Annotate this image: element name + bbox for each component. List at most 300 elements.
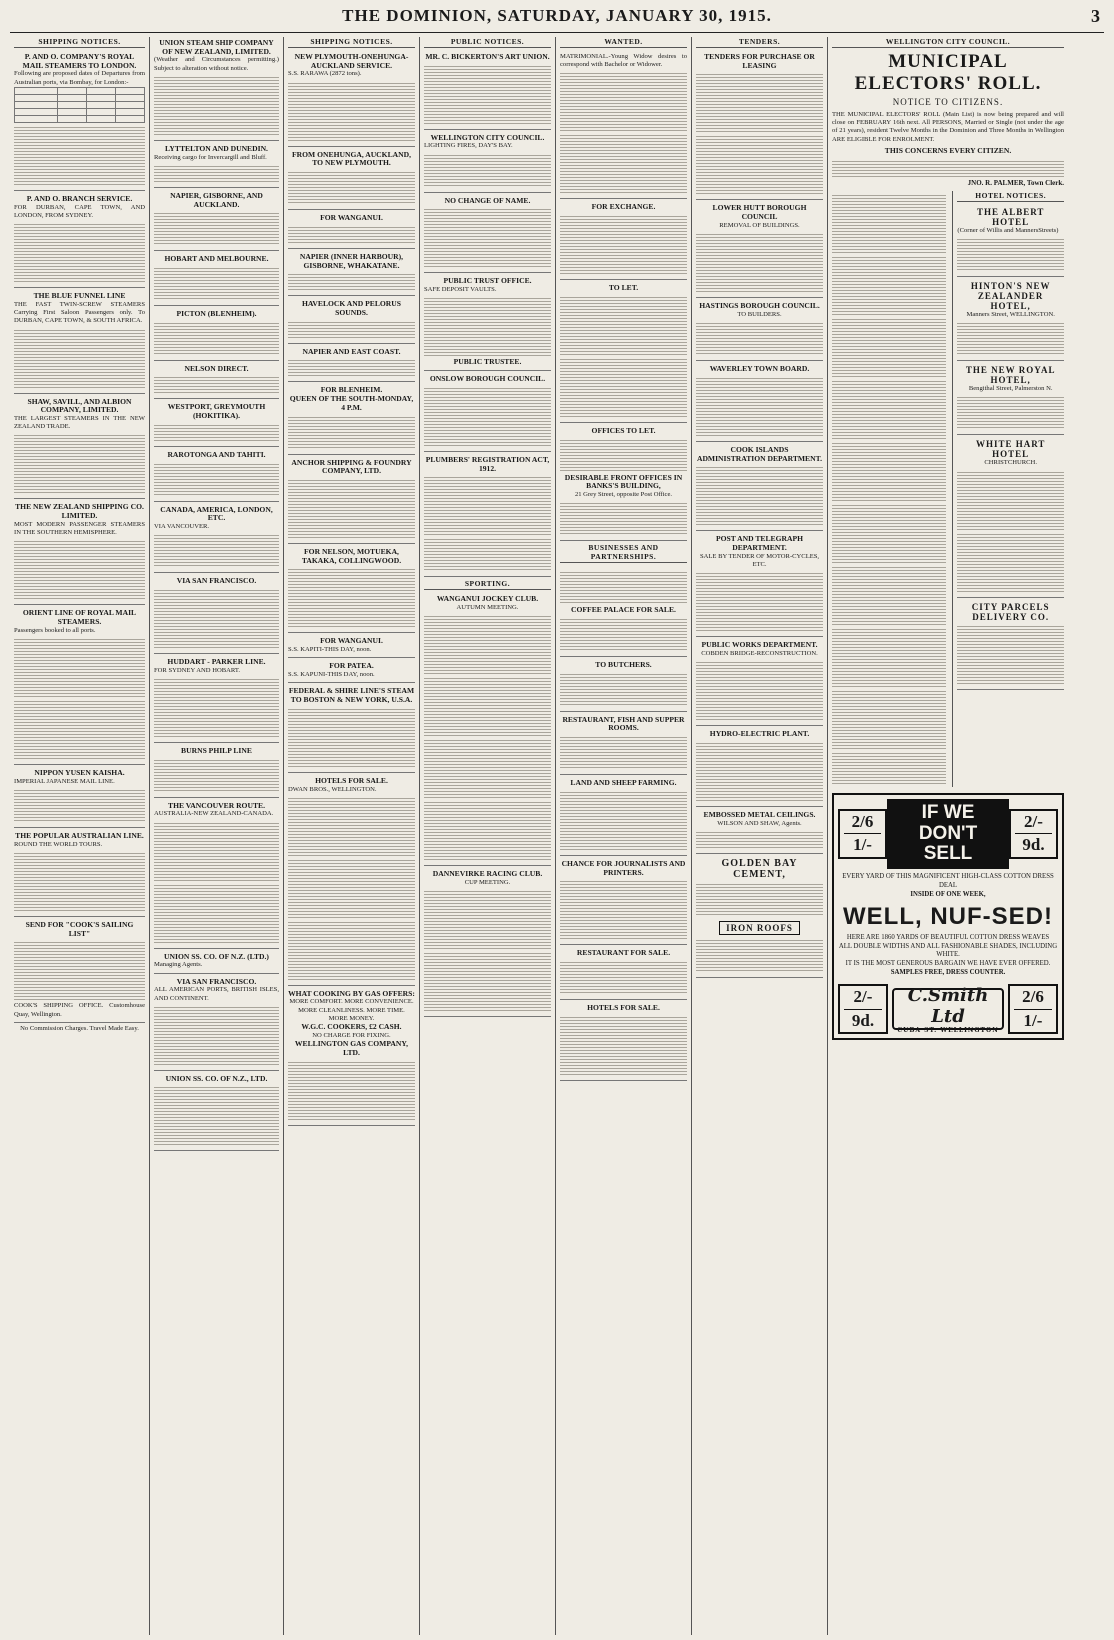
ad-anchor — [288, 457, 415, 544]
hotel-new-royal — [957, 363, 1064, 435]
ad-body: FOR SYDNEY AND HOBART. — [154, 666, 241, 674]
ad-title: ONSLOW BOROUGH COUNCIL. — [429, 374, 546, 384]
text-block — [696, 72, 823, 132]
ad-title: EMBOSSED METAL CEILINGS. — [703, 809, 816, 819]
ad-hotels-sale-2 — [560, 1002, 687, 1081]
masthead-title: THE DOMINION, SATURDAY, JANUARY 30, 1915. — [342, 6, 772, 25]
price-box-left — [838, 809, 887, 859]
ad-hydro — [696, 728, 823, 807]
ad-title: WANGANUI JOCKEY CLUB. — [436, 594, 539, 604]
council-lower — [832, 191, 1064, 787]
ad-body: MORE COMFORT. MORE CONVENIENCE. MORE CLEANLINESS. MORE TIME. MORE MONEY. — [289, 998, 414, 1022]
misc-ads — [832, 191, 946, 787]
text-block — [560, 214, 687, 274]
text-block — [560, 570, 687, 604]
ad-matrimonial — [560, 51, 687, 199]
text-block — [14, 699, 145, 759]
text-block — [832, 317, 946, 377]
ad-title: HUDDART - PARKER LINE. — [167, 657, 266, 666]
ad-waverley — [696, 363, 823, 442]
column-wanted — [556, 37, 692, 1635]
ad-title: NAPIER (INNER HARBOUR), GISBORNE, WHAKATANE. — [299, 251, 404, 270]
ad-hobart — [154, 253, 279, 306]
ad-sheep — [560, 777, 687, 856]
ad-title: RAROTONGA AND TAHITI. — [167, 449, 266, 459]
ad-title: UNION SS. CO. OF N.Z. (LTD.) — [164, 951, 269, 961]
price-box-bottom-left — [838, 984, 888, 1034]
advert-line: INSIDE OF ONE WEEK, — [910, 890, 986, 898]
text-block — [154, 321, 279, 355]
hotel-body: Manners Street, WELLINGTON. — [966, 310, 1055, 318]
ad-westport — [154, 401, 279, 446]
ad-title: MR. C. BICKERTON'S ART UNION. — [425, 52, 550, 61]
signature: JNO. R. PALMER, Town Clerk. — [967, 178, 1064, 187]
text-block — [154, 375, 279, 393]
text-block — [696, 938, 823, 972]
ad-body: COBDEN BRIDGE-RECONSTRUCTION. — [701, 649, 818, 657]
hotel-name: THE ALBERT HOTEL — [976, 206, 1045, 227]
ad-coffee — [560, 566, 687, 657]
concerns-line: THIS CONCERNS EVERY CITIZEN. — [884, 145, 1012, 155]
text-block — [288, 858, 415, 918]
ad-hastings — [696, 300, 823, 361]
text-block — [832, 255, 946, 315]
ad-wanganui — [288, 212, 415, 249]
text-block — [288, 170, 415, 204]
text-block — [154, 462, 279, 496]
ad-vancouver — [154, 800, 279, 949]
section-head: PUBLIC NOTICES. — [424, 37, 551, 48]
text-block — [832, 159, 1064, 177]
ad-title: RESTAURANT FOR SALE. — [576, 948, 671, 958]
ad-wanganui-jockey — [424, 593, 551, 866]
ad-art-union — [424, 51, 551, 130]
ad-title: CANADA, AMERICA, LONDON, ETC. — [160, 504, 273, 523]
ad-body: S.S. KAPUNI-THIS DAY, noon. — [288, 671, 375, 679]
text-block — [424, 614, 551, 674]
ad-body: THE LARGEST STEAMERS IN THE NEW ZEALAND TRADE. — [14, 414, 145, 431]
advert-line: EVERY YARD OF THIS MAGNIFICENT HIGH-CLASS COTTON DRESS DEAL — [842, 873, 1054, 890]
ad-body: NO CHARGE FOR FIXING. — [312, 1031, 391, 1039]
ad-title: LAND AND SHEEP FARMING. — [570, 778, 677, 788]
column-shipping-2 — [150, 37, 284, 1635]
text-block — [957, 237, 1064, 271]
text-block — [560, 295, 687, 355]
ad-public-works — [696, 639, 823, 726]
column-shipping-3 — [284, 37, 420, 1635]
electors-body: THE MUNICIPAL ELECTORS' ROLL (Main List) is now being prepared and will close on FEBRUARY 16th next. All PERSONS, Married or Single (not under the age of 21 years), resident Twelve Months in the Dominion and Three Months in Wellington ARE ELIGIBLE FOR ENROLMENT. — [832, 111, 1064, 143]
ad-canada — [154, 504, 279, 574]
headline-line-2: DON'T SELL — [918, 822, 978, 865]
ad-title: NIPPON YUSEN KAISHA. — [34, 768, 125, 777]
text-block — [288, 415, 415, 449]
logo-text: C.Smith Ltd — [907, 984, 989, 1027]
ad-title: LYTTELTON AND DUNEDIN. — [165, 143, 268, 153]
ad-onslow — [424, 373, 551, 452]
ad-body: (Weather and Circumstances permitting.) Subject to alteration without notice. — [154, 56, 279, 72]
ad-title: DANNEVIRKE RACING CLUB. — [432, 869, 543, 879]
ad-body: Following are proposed dates of Departures from Australian ports, via Bombay, for London:- — [14, 70, 145, 86]
ad-body: S.S. KAPITI-THIS DAY, noon. — [288, 646, 372, 654]
ad-title: VIA SAN FRANCISCO. — [176, 976, 257, 986]
hotel-albert — [957, 205, 1064, 277]
section-head: WELLINGTON CITY COUNCIL. — [832, 37, 1064, 48]
text-block — [560, 735, 687, 769]
ad-title: THE NEW ZEALAND SHIPPING CO. LIMITED. — [15, 502, 144, 521]
price-now: 9d. — [1022, 835, 1045, 855]
ad-city-council — [424, 132, 551, 193]
ad-body: SALE BY TENDER OF MOTOR-CYCLES, ETC. — [699, 552, 820, 568]
ad-body: AUTUMN MEETING. — [456, 603, 519, 611]
ad-title: ORIENT LINE OF ROYAL MAIL STEAMERS. — [22, 608, 137, 627]
ad-cement — [696, 856, 823, 978]
ad-title: GOLDEN BAY CEMENT, — [721, 857, 798, 880]
ad-title: HOTELS FOR SALE. — [587, 1003, 660, 1013]
ad-purchase-leasing — [696, 51, 823, 200]
text-block — [560, 1015, 687, 1075]
ad-body: MATRIMONIAL.-Young Widow desires to correspond with Bachelor or Widower. — [560, 53, 687, 69]
ad-title: FOR BLENHEIM. — [320, 385, 383, 395]
ad-title: OFFICES TO LET. — [591, 425, 656, 435]
text-block — [424, 386, 551, 446]
text-block — [560, 879, 687, 939]
advert-line: ALL DOUBLE WIDTHS AND ALL FASHIONABLE SHADES, INCLUDING WHITE. — [838, 942, 1058, 959]
ad-body: ALL AMERICAN PORTS, BRITISH ISLES, AND CONTINENT. — [154, 986, 279, 1002]
text-block — [14, 222, 145, 282]
ad-union-ltd — [154, 1073, 279, 1152]
ad-title: HYDRO-ELECTRIC PLANT. — [709, 729, 810, 739]
text-block — [288, 358, 415, 376]
ad-butchers — [560, 659, 687, 712]
ad-restaurant — [560, 714, 687, 775]
ad-body: MOST MODERN PASSENGER STEAMERS IN THE SOUTHERN HEMISPHERE. — [14, 520, 145, 537]
text-block — [288, 567, 415, 627]
text-block — [696, 134, 823, 194]
ad-body: WILSON AND SHAW, Agents. — [717, 819, 802, 827]
text-block — [696, 882, 823, 916]
ad-title: WELLINGTON CITY COUNCIL. — [430, 132, 545, 142]
text-block — [288, 81, 415, 141]
ad-title: HOBART AND MELBOURNE. — [164, 254, 269, 264]
text-block — [424, 153, 551, 187]
text-block — [560, 357, 687, 417]
ad-title: COFFEE PALACE FOR SALE. — [571, 605, 676, 615]
ad-body: Managing Agents. — [154, 961, 203, 969]
ad-body: TO BUILDERS. — [737, 310, 782, 318]
ad-body: Passengers booked to all ports. — [14, 626, 96, 634]
ad-patea — [288, 660, 415, 683]
section-head: TENDERS. — [696, 37, 823, 48]
ad-lyttelton — [154, 143, 279, 188]
text-block — [288, 478, 415, 538]
ad-title: CHANCE FOR JOURNALISTS AND PRINTERS. — [561, 858, 686, 877]
electors-roll-title: MUNICIPAL ELECTORS' ROLL. — [854, 51, 1042, 94]
text-block — [957, 395, 1064, 429]
text-block — [154, 423, 279, 441]
ad-po — [14, 51, 145, 191]
text-block — [696, 376, 823, 436]
ad-napier — [154, 190, 279, 251]
price-row-bottom — [838, 984, 1058, 1034]
columns — [10, 37, 1104, 1635]
ad-title: FOR WANGANUI. — [320, 213, 383, 223]
ad-body: THE FAST TWIN-SCREW STEAMERS Carrying First Saloon Passengers only. To DURBAN, CAPE TOWN, & SOUTH AFRICA. — [14, 300, 145, 325]
hotel-body: (Corner of Willis and MannersStreets) — [957, 226, 1059, 234]
ad-title: WHAT COOKING BY GAS OFFERS: — [288, 988, 415, 998]
ad-title: LOWER HUTT BOROUGH COUNCIL — [712, 203, 807, 222]
text-block — [832, 751, 946, 785]
column-public-notices — [420, 37, 556, 1635]
ad-nz-shipping — [14, 501, 145, 605]
ad-title: RESTAURANT, FISH AND SUPPER ROOMS. — [562, 714, 685, 733]
parcels-delivery — [957, 600, 1064, 690]
ad-title: UNION STEAM SHIP COMPANY OF NEW ZEALAND, LIMITED. — [159, 38, 274, 56]
ad-po-branch — [14, 193, 145, 288]
ad-lower-hutt — [696, 202, 823, 298]
ad-body: Receiving cargo for Invercargill and Bluff. — [154, 153, 267, 161]
text-block — [957, 532, 1064, 592]
text-block — [154, 1005, 279, 1065]
ad-exchange — [560, 201, 687, 280]
text-block — [957, 470, 1064, 530]
ad-cooks — [14, 919, 145, 1023]
text-block — [288, 320, 415, 338]
text-block — [154, 164, 279, 182]
price-box-right — [1009, 809, 1058, 859]
text-block — [424, 207, 551, 267]
text-block — [424, 676, 551, 736]
ad-title: FOR PATEA. — [329, 661, 374, 671]
ad-body: CUP MEETING. — [464, 878, 511, 886]
text-block — [154, 588, 279, 648]
text-block — [154, 677, 279, 737]
c-smith-logo — [892, 984, 1004, 1034]
ad-title: BURNS PHILP LINE — [181, 745, 252, 755]
text-block — [154, 821, 279, 881]
ad-havelock — [288, 298, 415, 343]
text-block — [288, 225, 415, 243]
text-block — [14, 788, 145, 822]
text-block — [14, 328, 145, 388]
ad-title: WESTPORT, GREYMOUTH (HOKITIKA). — [167, 402, 266, 421]
ad-title: W.G.C. COOKERS, £2 CASH. — [301, 1022, 402, 1032]
text-block — [14, 940, 145, 1000]
ad-title: NO CHANGE OF NAME. — [444, 195, 531, 205]
ad-body: AUSTRALIA-NEW ZEALAND-CANADA. — [154, 810, 274, 818]
ad-title: THE BLUE FUNNEL LINE — [33, 291, 126, 301]
text-block — [424, 800, 551, 860]
ad-blue-funnel — [14, 290, 145, 393]
text-block — [832, 503, 946, 563]
text-block — [14, 433, 145, 493]
text-block — [14, 125, 145, 185]
price-was: 2/- — [1024, 811, 1043, 831]
price-row-top — [838, 799, 1058, 870]
ad-title: TO BUTCHERS. — [595, 660, 652, 670]
ad-napier-inner — [288, 251, 415, 296]
text-block — [154, 75, 279, 135]
ad-title: NAPIER AND EAST COAST. — [302, 346, 401, 356]
section-head: HOTEL NOTICES. — [957, 191, 1064, 202]
ad-union-agents — [154, 951, 279, 974]
text-block — [957, 321, 1064, 355]
footer-note: No Commission Charges. Travel Made Easy. — [20, 1024, 139, 1032]
text-block — [154, 266, 279, 300]
ad-journalists — [560, 858, 687, 945]
text-block — [832, 689, 946, 749]
text-block — [560, 71, 687, 131]
text-block — [957, 624, 1064, 684]
ad-hotels-sale — [288, 775, 415, 986]
ad-onehunga — [288, 149, 415, 210]
text-block — [288, 707, 415, 767]
ad-australian-line — [14, 830, 145, 917]
section-head-sporting: SPORTING. — [424, 579, 551, 590]
nuf-sed-headline: WELL, NUF-SED! — [843, 902, 1053, 930]
text-block — [424, 537, 551, 571]
ad-nelson-motueka — [288, 546, 415, 633]
ad-plumbers — [424, 454, 551, 577]
hotel-notices — [952, 191, 1064, 787]
price-was: 2/- — [853, 986, 873, 1006]
price-box-bottom-right — [1008, 984, 1058, 1034]
ad-title: DESIRABLE FRONT OFFICES IN BANKS'S BUILDING, — [564, 472, 683, 491]
ad-title: QUEEN OF THE SOUTH-MONDAY, 4 P.M. — [289, 394, 414, 412]
ad-title: NEW PLYMOUTH-ONEHUNGA-AUCKLAND SERVICE. — [294, 52, 409, 70]
ad-to-let — [560, 282, 687, 423]
ad-gas — [288, 988, 415, 1126]
logo-subtext: CUBA ST. WELLINGTON — [897, 1026, 999, 1034]
column-tenders — [692, 37, 828, 1635]
ad-body: ROUND THE WORLD TOURS. — [14, 840, 103, 848]
price-was: 2/6 — [1022, 986, 1044, 1006]
ad-title: HAVELOCK AND PELORUS SOUNDS. — [301, 299, 402, 317]
text-block — [560, 438, 687, 472]
hotel-name: THE NEW ROYAL HOTEL, — [965, 365, 1056, 386]
ad-title: TO LET. — [608, 283, 639, 293]
text-block — [832, 193, 946, 253]
ad-change-name — [424, 195, 551, 274]
ad-dannevirke — [424, 868, 551, 1017]
text-block — [424, 475, 551, 535]
text-block — [154, 533, 279, 567]
ad-public-trust — [424, 275, 551, 371]
text-block — [154, 883, 279, 943]
ad-restaurant-sale — [560, 947, 687, 1000]
ad-body: 21 Grey Street, opposite Post Office. — [574, 491, 673, 499]
text-block — [288, 920, 415, 980]
ad-cook-islands — [696, 444, 823, 531]
column-shipping-1 — [10, 37, 150, 1635]
ad-body: IMPERIAL JAPANESE MAIL LINE. — [14, 777, 115, 785]
text-block — [424, 738, 551, 798]
ad-body: LIGHTING FIRES, DAY'S BAY. — [424, 142, 513, 150]
text-block — [14, 539, 145, 599]
ad-body: SAFE DEPOSIT VAULTS. — [424, 286, 497, 294]
ad-blenheim — [288, 384, 415, 454]
ad-union-steam — [154, 37, 279, 141]
sale-headline — [887, 799, 1009, 870]
ad-huddart — [154, 656, 279, 743]
hotel-body: Bengithal Street, Palmerston N. — [968, 385, 1053, 393]
ad-title: FOR NELSON, MOTUEKA, TAKAKA, COLLINGWOOD. — [301, 547, 402, 565]
text-block — [832, 441, 946, 501]
ad-title: FEDERAL & SHIRE LINE'S STEAM TO BOSTON & NEW YORK, U.S.A. — [288, 686, 415, 705]
ad-nippon — [14, 767, 145, 828]
ad-title: PUBLIC WORKS DEPARTMENT. — [701, 640, 818, 650]
ad-title: THE VANCOUVER ROUTE. — [168, 800, 265, 810]
ad-title: PUBLIC TRUST OFFICE. — [443, 276, 532, 286]
text-block — [696, 321, 823, 355]
section-head: SHIPPING NOTICES. — [288, 37, 415, 48]
text-block — [560, 133, 687, 193]
ad-body: REMOVAL OF BUILDINGS. — [719, 221, 800, 229]
ad-title: TENDERS FOR PURCHASE OR LEASING — [704, 52, 815, 70]
text-block — [560, 960, 687, 994]
ad-body: FOR DURBAN, CAPE TOWN, AND LONDON, FROM SYDNEY. — [14, 203, 145, 219]
text-block — [832, 379, 946, 439]
ad-burns-philp — [154, 745, 279, 798]
ad-title: NAPIER, GISBORNE, AND AUCKLAND. — [170, 190, 263, 209]
ad-title: P. AND O. BRANCH SERVICE. — [26, 193, 133, 203]
hotel-hintons — [957, 279, 1064, 361]
ad-kapiti — [288, 635, 415, 658]
ad-title: FROM ONEHUNGA, AUCKLAND, TO NEW PLYMOUTH. — [292, 149, 411, 168]
ad-body: VIA VANCOUVER. — [154, 523, 210, 531]
masthead — [10, 6, 1104, 33]
section-head: WANTED. — [560, 37, 687, 48]
hotel-white-hart — [957, 437, 1064, 597]
text-block — [560, 501, 687, 535]
ad-shaw-savill — [14, 396, 145, 500]
text-block — [424, 951, 551, 1011]
price-now: 1/- — [1023, 1010, 1043, 1030]
ad-new-plymouth — [288, 51, 415, 147]
text-block — [832, 627, 946, 687]
text-block — [288, 1060, 415, 1120]
hotel-name: WHITE HART HOTEL — [975, 439, 1046, 460]
ad-title: PUBLIC TRUSTEE. — [453, 357, 522, 367]
text-block — [154, 758, 279, 792]
price-now: 1/- — [853, 835, 872, 855]
smith-sale-advert — [832, 793, 1064, 1041]
ad-sf — [154, 575, 279, 654]
text-block — [154, 1085, 279, 1145]
column-council — [828, 37, 1068, 1635]
hotel-name: HINTON'S NEW ZEALANDER HOTEL, — [970, 280, 1051, 311]
text-block — [832, 565, 946, 625]
text-block — [14, 637, 145, 697]
notice-subtitle: NOTICE TO CITIZENS. — [892, 97, 1004, 107]
ad-title: WAVERLEY TOWN BOARD. — [709, 364, 810, 374]
text-block — [424, 889, 551, 949]
text-block — [288, 272, 415, 290]
price-was: 2/6 — [851, 811, 874, 831]
ad-title: FOR WANGANUI. — [320, 636, 383, 646]
ad-body: DWAN BROS., WELLINGTON. — [288, 785, 377, 793]
text-block — [424, 64, 551, 124]
text-block — [560, 672, 687, 706]
iron-roofs-label: IRON ROOFS — [719, 921, 800, 935]
advert-line: SAMPLES FREE, DRESS COUNTER. — [890, 969, 1006, 977]
text-block — [696, 741, 823, 801]
ad-title: THE POPULAR AUSTRALIAN LINE. — [15, 830, 144, 840]
advert-line: HERE ARE 1860 YARDS OF BEAUTIFUL COTTON DRESS WEAVES — [846, 933, 1050, 941]
text-block — [696, 465, 823, 525]
ad-title: SHAW, SAVILL, AND ALBION COMPANY, LIMITED. — [27, 396, 132, 415]
ad-body: COOK'S SHIPPING OFFICE. Customhouse Quay, Wellington. — [14, 1002, 145, 1018]
price-now: 9d. — [851, 1010, 875, 1030]
